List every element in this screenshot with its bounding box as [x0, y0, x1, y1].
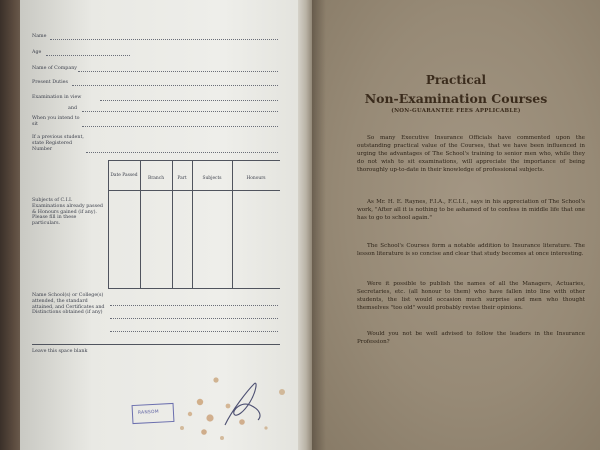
name-field[interactable]	[50, 39, 278, 40]
duties-field[interactable]	[72, 85, 278, 86]
page-subtitle: (NON-GUARANTEE FEES APPLICABLE)	[391, 108, 521, 114]
stain-spot	[279, 389, 285, 395]
prev-student-field[interactable]	[86, 152, 278, 153]
column-header-branch: Branch	[147, 176, 165, 181]
column-header-date-passed: Date Passed	[110, 173, 138, 178]
stamp-text: RANSOM	[137, 409, 160, 416]
name-label: Name	[32, 34, 47, 39]
stain-spot	[239, 419, 245, 425]
stain-spot	[220, 436, 224, 440]
signature-and-stains	[170, 370, 300, 445]
company-field[interactable]	[78, 71, 278, 72]
paragraph-1: So many Executive Insurance Officials have commented upon the outstanding practical value of the Courses, that we have been influenced in urging the advantages of The School's training to senior men who, while they do not wish to sit examinations, will appreciate the importance of being thoroughly up-to-date in their knowledge of professional subjects.	[357, 135, 585, 174]
stain-spot	[226, 404, 231, 409]
table-top-rule	[108, 160, 280, 161]
paragraph-3: The School's Courses form a notable addition to Insurance literature. The lesson literature is so concise and clear that study becomes at once interesting.	[357, 243, 585, 258]
school-label: Name School(s) or College(s) attended, the standard attained, and Certificates and Distinctions obtained (if any)	[32, 293, 105, 316]
and-label: and	[68, 106, 78, 111]
stain-spot	[206, 414, 213, 421]
and-field[interactable]	[82, 111, 278, 112]
intend-label: When you intend to sit	[32, 116, 80, 127]
page-title-courses: Non-Examination Courses	[364, 91, 548, 106]
school-field-line-2[interactable]	[110, 318, 278, 319]
stain-spot	[264, 426, 267, 429]
age-label: Age	[32, 50, 42, 55]
table-left-rule	[108, 160, 109, 288]
column-header-honours: Honours	[246, 176, 266, 181]
cii-subjects-label: Subjects of C.I.I. Examinations already passed & Honours gained (if any). Please fill in these particulars.	[32, 198, 103, 227]
column-header-part: Part	[177, 176, 187, 181]
intend-field[interactable]	[82, 126, 278, 127]
exam-view-label: Examination in view	[32, 95, 82, 100]
exam-view-field[interactable]	[100, 100, 278, 101]
background-edge	[0, 0, 22, 450]
table-header-rule	[108, 190, 280, 191]
courses-info-page	[312, 0, 600, 450]
page-title-practical: Practical	[425, 73, 487, 87]
stain-spot	[213, 377, 218, 382]
prev-student-label: If a previous student, state Registered Number	[32, 135, 84, 152]
duties-label: Present Duties	[32, 80, 68, 85]
school-field-line-1[interactable]	[110, 305, 278, 306]
school-field-line-3[interactable]	[110, 331, 278, 332]
company-label: Name of Company	[32, 66, 77, 71]
age-field[interactable]	[46, 55, 130, 56]
paragraph-2: As Mr. H. E. Raynes, F.I.A., F.C.I.I., says in his appreciation of The School's work, "After all it is nothing to be ashamed of to confess in middle life that one has to go to school again."	[357, 199, 585, 222]
column-header-subjects: Subjects	[202, 176, 222, 181]
table-bottom-rule	[108, 288, 280, 289]
stain-spot	[197, 399, 203, 405]
stain-spot	[201, 429, 207, 435]
enrolment-form-page	[20, 0, 310, 450]
stain-spot	[180, 426, 184, 430]
signature-mark	[225, 383, 260, 425]
stamp-box	[132, 403, 175, 424]
leave-blank-rule	[32, 344, 280, 345]
stain-spot	[188, 412, 192, 416]
paragraph-5: Would you not be well advised to follow the leaders in the Insurance Profession?	[357, 331, 585, 346]
leave-blank-label: Leave this space blank	[32, 349, 88, 354]
paragraph-4: Were it possible to publish the names of all the Managers, Actuaries, Secretaries, etc. (all honour to them) who have fallen into line with other students, the list would occasion much surprise and men who thought themselves "too old" would probably revise their opinions.	[357, 281, 585, 312]
